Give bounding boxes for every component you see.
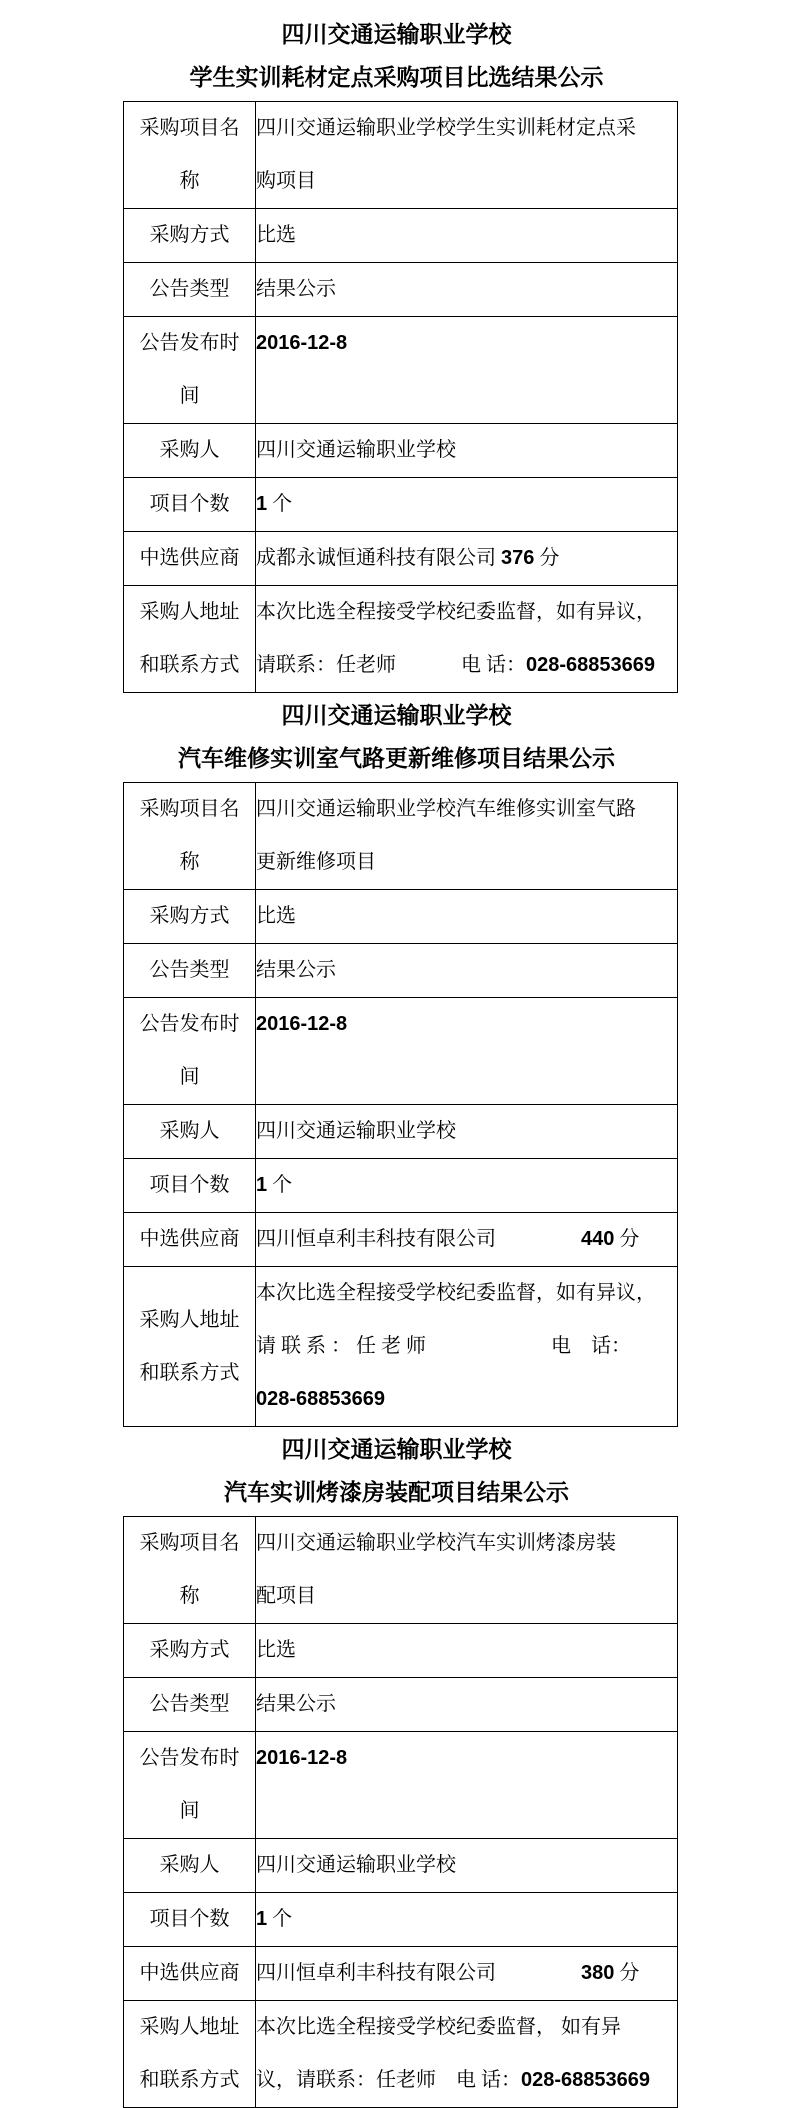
value-line (256, 944, 677, 997)
announcement-table (123, 1516, 678, 2108)
row-label (124, 783, 256, 890)
table-row (124, 1517, 678, 1624)
text-segment: 比选 (256, 1639, 296, 1661)
value-line (256, 317, 677, 370)
row-label (124, 424, 256, 478)
table-row (124, 1267, 678, 1427)
table-row (124, 1947, 678, 2001)
row-value (256, 1947, 678, 2001)
text-segment: 本次比选全程接受学校纪委监督， 如有异 (256, 2016, 621, 2038)
announcement-section (0, 693, 793, 1427)
row-value (256, 102, 678, 209)
text-segment: 请联系：任老师 (256, 654, 461, 676)
row-value (256, 998, 678, 1105)
table-row (124, 532, 678, 586)
row-value (256, 209, 678, 263)
label-line: 公告类型 (149, 959, 230, 981)
text-segment: 分 (534, 547, 560, 569)
numeric-text: 2016-12-8 (256, 1747, 348, 1769)
value-line (256, 209, 677, 262)
numeric-text: 380 (581, 1962, 615, 1984)
value-line (256, 1732, 677, 1785)
value-line (256, 1947, 677, 2000)
label-line: 和联系方式 (139, 2069, 240, 2091)
announcement-title: 学生实训耗材定点采购项目比选结果公示 (189, 64, 604, 90)
row-value (256, 1267, 678, 1427)
row-label (124, 944, 256, 998)
table-row (124, 424, 678, 478)
row-value (256, 1732, 678, 1839)
table-row (124, 1893, 678, 1947)
row-value (256, 1893, 678, 1947)
text-segment: 结果公示 (256, 959, 336, 981)
label-line: 采购方式 (149, 224, 230, 246)
row-value (256, 890, 678, 944)
value-line (256, 586, 677, 639)
text-segment: 分 (614, 1228, 640, 1250)
label-line: 称 (179, 851, 200, 873)
row-value (256, 1517, 678, 1624)
label-line: 公告发布时 (139, 1013, 240, 1035)
row-label (124, 1839, 256, 1893)
row-label (124, 209, 256, 263)
announcement-table (123, 101, 678, 693)
value-line (256, 263, 677, 316)
table-row (124, 1839, 678, 1893)
value-line (256, 2001, 677, 2054)
row-label (124, 102, 256, 209)
announcement-table-body (124, 1517, 678, 2108)
label-line: 中选供应商 (139, 1228, 240, 1250)
row-label (124, 998, 256, 1105)
text-segment: 四川交通运输职业学校 (256, 439, 456, 461)
text-segment: 电 话： (461, 654, 526, 676)
text-segment: 四川恒卓利丰科技有限公司 (256, 1962, 581, 1984)
table-row (124, 1105, 678, 1159)
label-line: 采购项目名 (139, 117, 240, 139)
row-label (124, 890, 256, 944)
label-line: 中选供应商 (139, 1962, 240, 1984)
text-segment: 比选 (256, 905, 296, 927)
label-line: 采购人地址 (139, 1308, 240, 1331)
text-segment: 议，请联系：任老师 (256, 2069, 456, 2091)
school-title: 四川交通运输职业学校 (281, 21, 512, 47)
value-line (256, 1105, 677, 1158)
row-label (124, 263, 256, 317)
text-segment: 四川交通运输职业学校 (256, 1120, 456, 1142)
text-segment: 购项目 (256, 170, 316, 192)
label-line: 中选供应商 (139, 547, 240, 569)
row-label (124, 1893, 256, 1947)
row-value (256, 317, 678, 424)
table-row (124, 102, 678, 209)
row-label (124, 532, 256, 586)
text-segment: 个 (267, 493, 293, 515)
table-row (124, 783, 678, 890)
text-segment: 请 联 系 ： 任 老 师 (256, 1335, 551, 1357)
row-value (256, 944, 678, 998)
label-line: 采购人 (159, 1854, 220, 1876)
label-line: 和联系方式 (139, 654, 240, 676)
label-line: 项目个数 (149, 1908, 230, 1930)
value-line (256, 1373, 677, 1426)
numeric-text: 376 (501, 547, 535, 569)
numeric-text: 2016-12-8 (256, 332, 348, 354)
value-line (256, 998, 677, 1051)
text-segment: 电 话： (456, 2069, 521, 2091)
value-line (256, 1624, 677, 1677)
table-row (124, 317, 678, 424)
table-row (124, 586, 678, 693)
table-row (124, 209, 678, 263)
value-line (256, 1159, 677, 1212)
table-row (124, 1159, 678, 1213)
value-line (256, 1517, 677, 1570)
text-segment: 四川交通运输职业学校汽车维修实训室气路 (256, 798, 636, 820)
row-value (256, 1624, 678, 1678)
row-label (124, 1732, 256, 1839)
row-value (256, 783, 678, 890)
value-line (256, 532, 677, 585)
label-line: 采购人地址 (139, 601, 240, 623)
text-segment: 比选 (256, 224, 296, 246)
table-row (124, 1678, 678, 1732)
label-line: 称 (179, 1585, 200, 1607)
table-row (124, 1213, 678, 1267)
row-value (256, 586, 678, 693)
row-label (124, 2001, 256, 2108)
school-title: 四川交通运输职业学校 (281, 702, 512, 728)
row-label (124, 1624, 256, 1678)
value-line (256, 1320, 677, 1373)
announcement-title: 汽车实训烤漆房装配项目结果公示 (224, 1479, 569, 1505)
value-line (256, 1570, 677, 1623)
table-row (124, 998, 678, 1105)
value-line (256, 1267, 677, 1320)
label-line: 采购人地址 (139, 2016, 240, 2038)
text-segment: 本次比选全程接受学校纪委监督，如有异议， (256, 601, 656, 623)
label-line: 采购人 (159, 439, 220, 461)
row-label (124, 1517, 256, 1624)
table-row (124, 263, 678, 317)
text-segment: 电 话： (551, 1335, 631, 1357)
table-row (124, 478, 678, 532)
value-line (256, 1893, 677, 1946)
value-line (256, 890, 677, 943)
value-line (256, 1839, 677, 1892)
text-segment: 个 (267, 1174, 293, 1196)
value-line (256, 155, 677, 208)
text-segment: 配项目 (256, 1585, 316, 1607)
label-line: 间 (179, 385, 200, 407)
label-line: 项目个数 (149, 1174, 230, 1196)
row-label (124, 317, 256, 424)
numeric-text: 2016-12-8 (256, 1013, 348, 1035)
numeric-text: 028-68853669 (256, 1388, 386, 1410)
label-line: 和联系方式 (139, 1361, 240, 1384)
value-line (256, 424, 677, 477)
label-line: 采购方式 (149, 905, 230, 927)
text-segment: 四川恒卓利丰科技有限公司 (256, 1228, 581, 1250)
text-segment: 四川交通运输职业学校学生实训耗材定点采 (256, 117, 636, 139)
text-segment: 四川交通运输职业学校 (256, 1854, 456, 1876)
text-segment: 成都永诚恒通科技有限公司 (256, 547, 501, 569)
announcement-section (0, 12, 793, 693)
row-value (256, 478, 678, 532)
text-segment: 结果公示 (256, 278, 336, 300)
label-line: 公告发布时 (139, 1747, 240, 1769)
table-row (124, 1624, 678, 1678)
announcement-table-body (124, 783, 678, 1427)
row-value (256, 532, 678, 586)
announcement-table-body (124, 102, 678, 693)
label-line: 称 (179, 170, 200, 192)
numeric-text: 1 (256, 493, 268, 515)
numeric-text: 1 (256, 1174, 268, 1196)
label-line: 采购人 (159, 1120, 220, 1142)
text-segment: 个 (267, 1908, 293, 1930)
text-segment: 结果公示 (256, 1693, 336, 1715)
announcement-section (0, 1427, 793, 2108)
value-line (256, 1678, 677, 1731)
announcement-title: 汽车维修实训室气路更新维修项目结果公示 (178, 745, 615, 771)
label-line: 公告类型 (149, 1693, 230, 1715)
numeric-text: 028-68853669 (521, 2069, 651, 2091)
row-value (256, 1159, 678, 1213)
text-segment: 四川交通运输职业学校汽车实训烤漆房装 (256, 1532, 616, 1554)
label-line: 间 (179, 1066, 200, 1088)
row-label (124, 1947, 256, 2001)
label-line: 公告类型 (149, 278, 230, 300)
row-value (256, 2001, 678, 2108)
row-label (124, 478, 256, 532)
table-row (124, 2001, 678, 2108)
row-label (124, 1159, 256, 1213)
row-value (256, 1213, 678, 1267)
table-row (124, 890, 678, 944)
row-value (256, 1678, 678, 1732)
label-line: 采购项目名 (139, 1532, 240, 1554)
label-line: 公告发布时 (139, 332, 240, 354)
value-line (256, 102, 677, 155)
numeric-text: 1 (256, 1908, 268, 1930)
value-line (256, 2054, 677, 2107)
text-segment: 更新维修项目 (256, 851, 376, 873)
label-line: 间 (179, 1800, 200, 1822)
row-label (124, 586, 256, 693)
text-segment: 分 (614, 1962, 640, 1984)
row-label (124, 1213, 256, 1267)
table-row (124, 1732, 678, 1839)
row-value (256, 1105, 678, 1159)
row-value (256, 263, 678, 317)
announcement-table (123, 782, 678, 1427)
value-line (256, 639, 677, 692)
label-line: 采购方式 (149, 1639, 230, 1661)
value-line (256, 478, 677, 531)
row-label (124, 1678, 256, 1732)
label-line: 项目个数 (149, 493, 230, 515)
row-label (124, 1105, 256, 1159)
numeric-text: 440 (581, 1228, 615, 1250)
school-title: 四川交通运输职业学校 (281, 1436, 512, 1462)
numeric-text: 028-68853669 (526, 654, 656, 676)
table-row (124, 944, 678, 998)
row-value (256, 424, 678, 478)
value-line (256, 1213, 677, 1266)
row-value (256, 1839, 678, 1893)
value-line (256, 836, 677, 889)
text-segment: 本次比选全程接受学校纪委监督，如有异议， (256, 1282, 656, 1304)
row-label (124, 1267, 256, 1427)
label-line: 采购项目名 (139, 798, 240, 820)
value-line (256, 783, 677, 836)
